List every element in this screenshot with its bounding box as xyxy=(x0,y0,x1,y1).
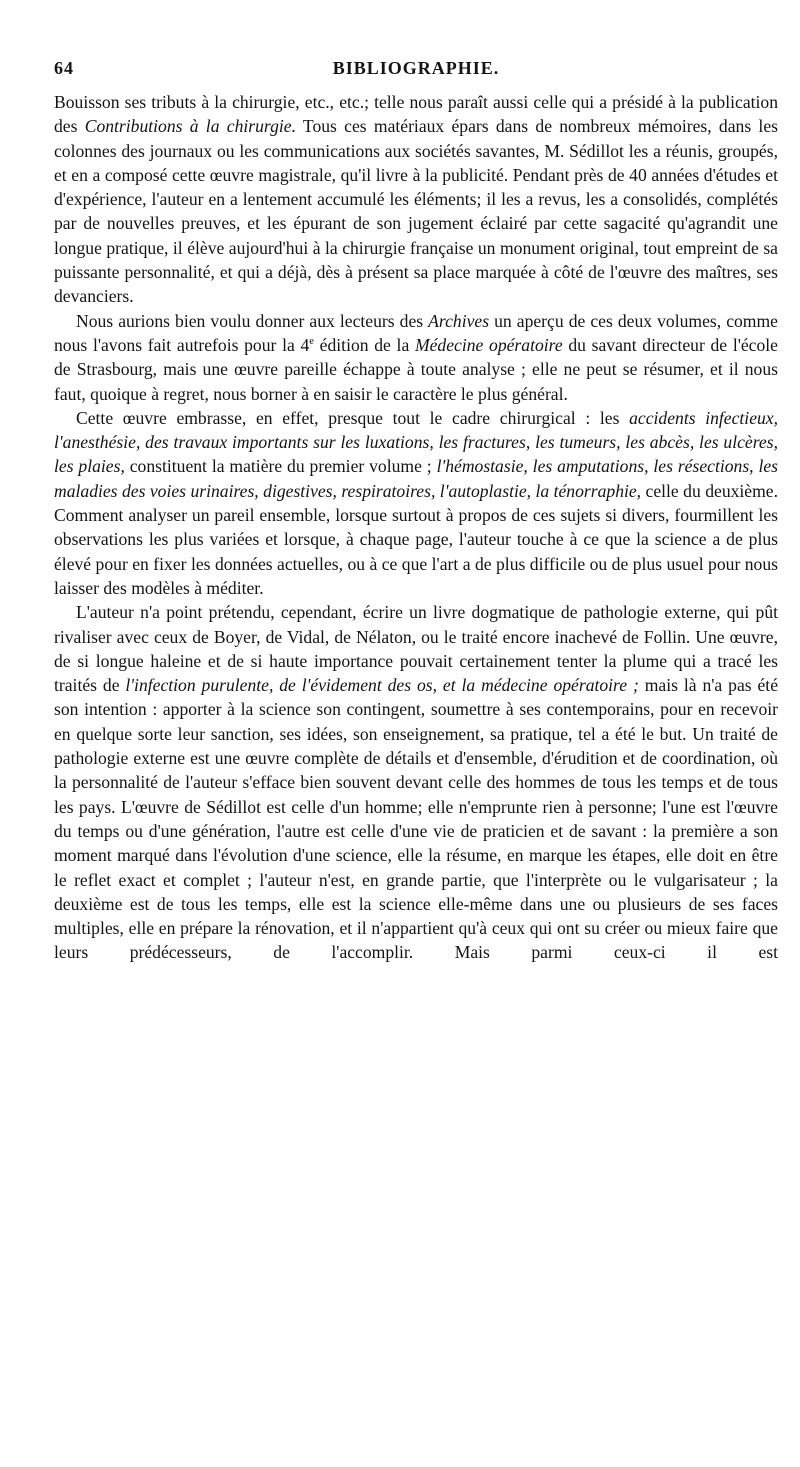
text-run: Nous aurions bien voulu donner aux lecteurs des xyxy=(76,310,429,331)
page-number: 64 xyxy=(54,58,74,78)
italic-text: Médecine opératoire xyxy=(414,334,563,355)
text-run: celle du deuxième. Comment analyser un pareil ensemble, lorsque surtout à propos de ces sujets si divers, fourmillent les observations les plus variées et lorsque, à chaque page, l'auteur touche à ce que la science a de plus élevé pour en fixer les données actuelles, ou à ce que l'art a de plus difficile ou de plus usuel pour nous laisser des modèles à méditer. xyxy=(54,480,778,598)
text-run: du savant directeur de l'école de Strasbourg, mais une œuvre pareille échappe à toute analyse ; elle ne peut se résumer, et il nous faut, quoique à regret, nous borner à en saisir le caractère le plus général. xyxy=(54,334,778,404)
text-run: édition de la xyxy=(313,334,415,355)
text-run: un aperçu de ces deux volumes, comme nous l'avons fait autrefois pour la 4 xyxy=(54,310,778,355)
italic-text: Contributions à la chirurgie. xyxy=(84,116,296,137)
book-page xyxy=(54,58,778,965)
text-run: mais là n'a pas été son intention : apporter à la science son contingent, soumettre à ses contemporains, pour en recevoir en quelque sorte leur sanction, ses idées, son enseignement, sa pratique, tel a été le but. Un traité de pathologie externe est une œuvre complète de détails et d'ensemble, d'érudition et de coordination, où la personnalité de l'auteur s'efface bien souvent devant celle des hommes de tous les temps et de tous les pays. L'œuvre de Sédillot est celle d'un homme; elle n'emprunte rien à personne; l'une est l'œuvre du temps ou d'une génération, l'autre est celle d'une vie de praticien et de savant : la première a son moment marqué dans l'évolution d'une science, elle la résume, en marque les étapes, elle doit en être le reflet exact et complet ; l'auteur n'est, en grande partie, que l'interprète ou le vulgarisateur ; la deuxième est de tous les temps, elle est la science elle-même dans une ou plusieurs de ses faces multiples, elle en prépare la rénovation, et il n'appartient qu'à ceux qui ont su créer ou mieux faire que leurs prédécesseurs, de l'accomplir. Mais parmi ceux-ci il est xyxy=(54,675,779,963)
italic-text: Archives xyxy=(428,310,490,331)
superscript: e xyxy=(309,336,314,348)
paragraph xyxy=(54,90,778,309)
italic-text: l'infection purulente, de l'évidement des os, et la médecine opératoire ; xyxy=(125,675,639,696)
running-head xyxy=(54,58,778,88)
text-run: Bouisson ses tributs à la chirurgie, etc., etc.; telle nous paraît aussi celle qui a présidé à la publication des xyxy=(54,92,778,137)
paragraph xyxy=(54,600,778,964)
running-title: BIBLIOGRAPHIE. xyxy=(332,58,500,78)
paragraph xyxy=(54,406,778,600)
text-run: constituent la matière du premier volume ; xyxy=(124,456,437,477)
italic-text: l'hémostasie, les amputations, les résections, les maladies des voies urinaires, digestives, respiratoires, l'autoplastie, la ténorraphie, xyxy=(54,456,778,501)
body-text xyxy=(54,90,778,965)
text-run: Cette œuvre embrasse, en effet, presque tout le cadre chirurgical : les xyxy=(76,407,630,428)
paragraph xyxy=(54,309,778,406)
text-run: L'auteur n'a point prétendu, cependant, écrire un livre dogmatique de pathologie externe, qui pût rivaliser avec ceux de Boyer, de Vidal, de Nélaton, ou le traité encore inachevé de Follin. Une œuvre, de si longue haleine et de si haute importance pouvait certainement tenter la plume qui a tracé les traités de xyxy=(54,602,778,696)
text-run: Tous ces matériaux épars dans de nombreux mémoires, dans les colonnes des journaux ou les communications aux sociétés savantes, M. Sédillot les a réunis, groupés, et en a composé cette œuvre magistrale, qu'il livre à la publicité. Pendant près de 40 années d'études et d'expérience, l'auteur en a lentement accumulé les éléments; il les a revus, les a consolidés, complétés par de nouvelles preuves, et les épurant de son jugement éclairé par cette sagacité qu'agrandit une longue pratique, il élève aujourd'hui à la chirurgie française un monument original, tout empreint de sa puissante personnalité, et qui a déjà, dès à présent sa place marquée à côté de l'œuvre des maîtres, ses devanciers. xyxy=(54,116,778,307)
italic-text: accidents infectieux, l'anesthésie, des travaux importants sur les luxations, les fractures, les tumeurs, les abcès, les ulcères, les plaies, xyxy=(54,407,779,477)
